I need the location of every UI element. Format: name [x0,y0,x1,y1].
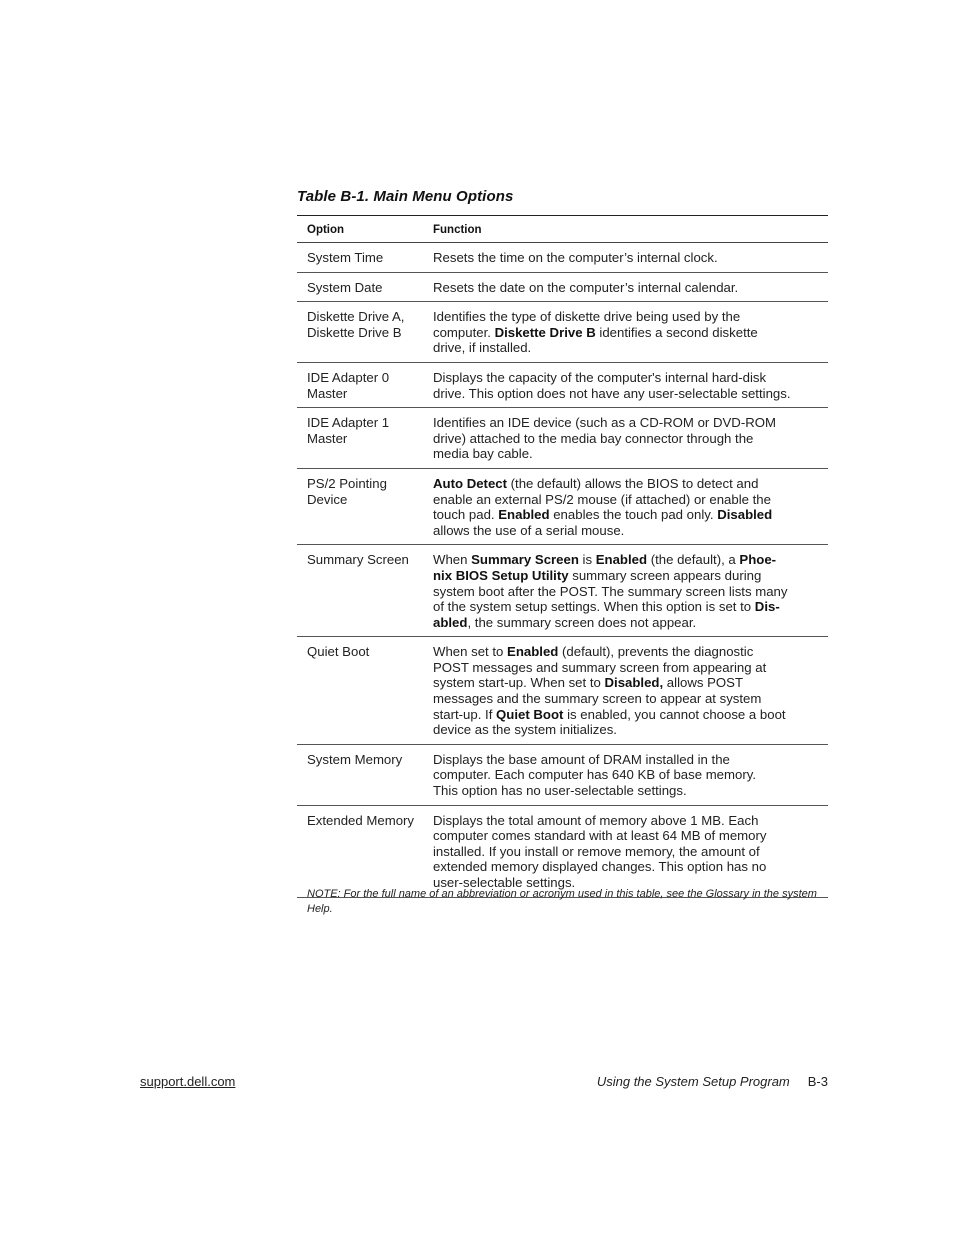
function-line: system start-up. When set to Disabled, allows POST [433,675,744,691]
function-line: messages and the summary screen to appear at system [433,691,762,707]
option-line: Extended Memory [307,812,415,828]
table-row [297,745,828,806]
function-line: Identifies the type of diskette drive being used by the [433,309,741,325]
option-line: Summary Screen [307,552,409,568]
table-body [297,243,828,898]
function-line: media bay cable. [433,446,533,462]
table-row [297,637,828,745]
table-row [297,302,828,363]
header-function: Function [433,223,482,236]
main-menu-options-table [297,215,828,898]
table-row [297,243,828,273]
option-line: Quiet Boot [307,644,370,660]
option-line: IDE Adapter 1 [307,415,390,431]
option-cell [297,280,433,296]
function-line: POST messages and summary screen from appearing at [433,659,767,675]
option-line: Diskette Drive A, [307,309,405,325]
function-cell [433,813,828,891]
bold-term: Summary Screen [471,552,579,568]
option-line: IDE Adapter 0 [307,369,390,385]
function-cell [433,370,828,401]
function-line: start-up. If Quiet Boot is enabled, you cannot choose a boot [433,706,786,722]
function-cell [433,752,828,799]
section-title: Using the System Setup Program [596,1074,790,1089]
function-line: Resets the date on the computer’s internal calendar. [433,279,739,295]
function-line: When set to Enabled (default), prevents the diagnostic [433,644,754,660]
table-caption: Table B-1. Main Menu Options [297,188,514,205]
option-cell [297,415,433,462]
support-link[interactable]: support.dell.com [140,1074,236,1089]
option-line: Master [307,385,348,401]
table-row [297,363,828,408]
function-line: computer. Each computer has 640 KB of base memory. [433,767,757,783]
function-cell [433,476,828,538]
function-line: Displays the base amount of DRAM installed in the [433,751,730,767]
option-cell [297,552,433,630]
bold-term: Phoe- [739,552,777,568]
option-cell [297,752,433,799]
function-line: enable an external PS/2 mouse (if attached) or enable the [433,491,771,507]
function-line: drive, if installed. [433,340,532,356]
bold-term: Disabled, [604,675,664,691]
function-line: drive) attached to the media bay connector through the [433,430,754,446]
option-line: System Date [307,279,383,295]
function-line: computer comes standard with at least 64 MB of memory [433,828,767,844]
table-note: NOTE: For the full name of an abbreviation or acronym used in this table, see the Glossary in the system Help. [307,888,817,915]
option-cell [297,370,433,401]
function-line: Displays the total amount of memory above 1 MB. Each [433,812,759,828]
function-cell [433,552,828,630]
function-line: Resets the time on the computer’s internal clock. [433,250,718,265]
function-cell [433,280,828,296]
option-line: System Memory [307,751,403,767]
bold-term: Enabled [498,507,550,523]
option-cell [297,644,433,738]
option-line: Master [307,430,348,446]
option-line: PS/2 Pointing [307,475,387,491]
option-line: Device [307,491,348,507]
function-line: extended memory displayed changes. This option has no [433,859,767,875]
page-footer [597,1074,828,1089]
bold-term: Enabled [507,644,559,660]
table-row [297,806,828,898]
function-line: abled, the summary screen does not appear. [433,614,697,630]
function-line: This option has no user-selectable settings. [433,783,687,799]
option-line: System Time [307,250,384,265]
function-line: nix BIOS Setup Utility summary screen appears during [433,567,762,583]
function-cell [433,309,828,356]
function-line: Auto Detect (the default) allows the BIOS to detect and [433,475,759,491]
function-line: installed. If you install or remove memory, the amount of [433,843,760,859]
bold-term: Dis- [754,599,780,615]
function-line: user-selectable settings. [433,875,576,890]
bold-term: Auto Detect [433,475,507,491]
function-line: of the system setup settings. When this option is set to Dis- [433,599,780,615]
function-line: touch pad. Enabled enables the touch pad only. Disabled [433,507,773,523]
table-row [297,469,828,545]
table-row [297,273,828,303]
bold-term: Diskette Drive B [494,324,596,340]
function-line: Identifies an IDE device (such as a CD-ROM or DVD-ROM [433,415,776,431]
function-line: Displays the capacity of the computer's internal hard-disk [433,369,767,385]
bold-term: Quiet Boot [496,706,564,722]
bold-term: Enabled [595,552,648,568]
function-line: computer. Diskette Drive B identifies a second diskette [433,324,758,340]
option-cell [297,813,433,891]
function-line: device as the system initializes. [433,722,617,738]
bold-term: Disabled [717,507,773,523]
table-row [297,545,828,637]
function-cell [433,250,828,266]
bold-term: abled [433,614,468,630]
function-line: allows the use of a serial mouse. [433,522,625,538]
option-line: Diskette Drive B [307,324,402,340]
option-cell [297,309,433,356]
function-line: system boot after the POST. The summary screen lists many [433,583,788,599]
bold-term: nix BIOS Setup Utility [433,567,569,583]
table-row [297,408,828,469]
header-option: Option [307,223,345,236]
function-line: drive. This option does not have any user-selectable settings. [433,385,791,401]
page-number: B-3 [807,1074,828,1089]
function-cell [433,415,828,462]
function-line: When Summary Screen is Enabled (the default), a Phoe- [433,552,777,568]
option-cell [297,476,433,538]
function-cell [433,644,828,738]
option-cell [297,250,433,266]
table-header [297,216,828,243]
